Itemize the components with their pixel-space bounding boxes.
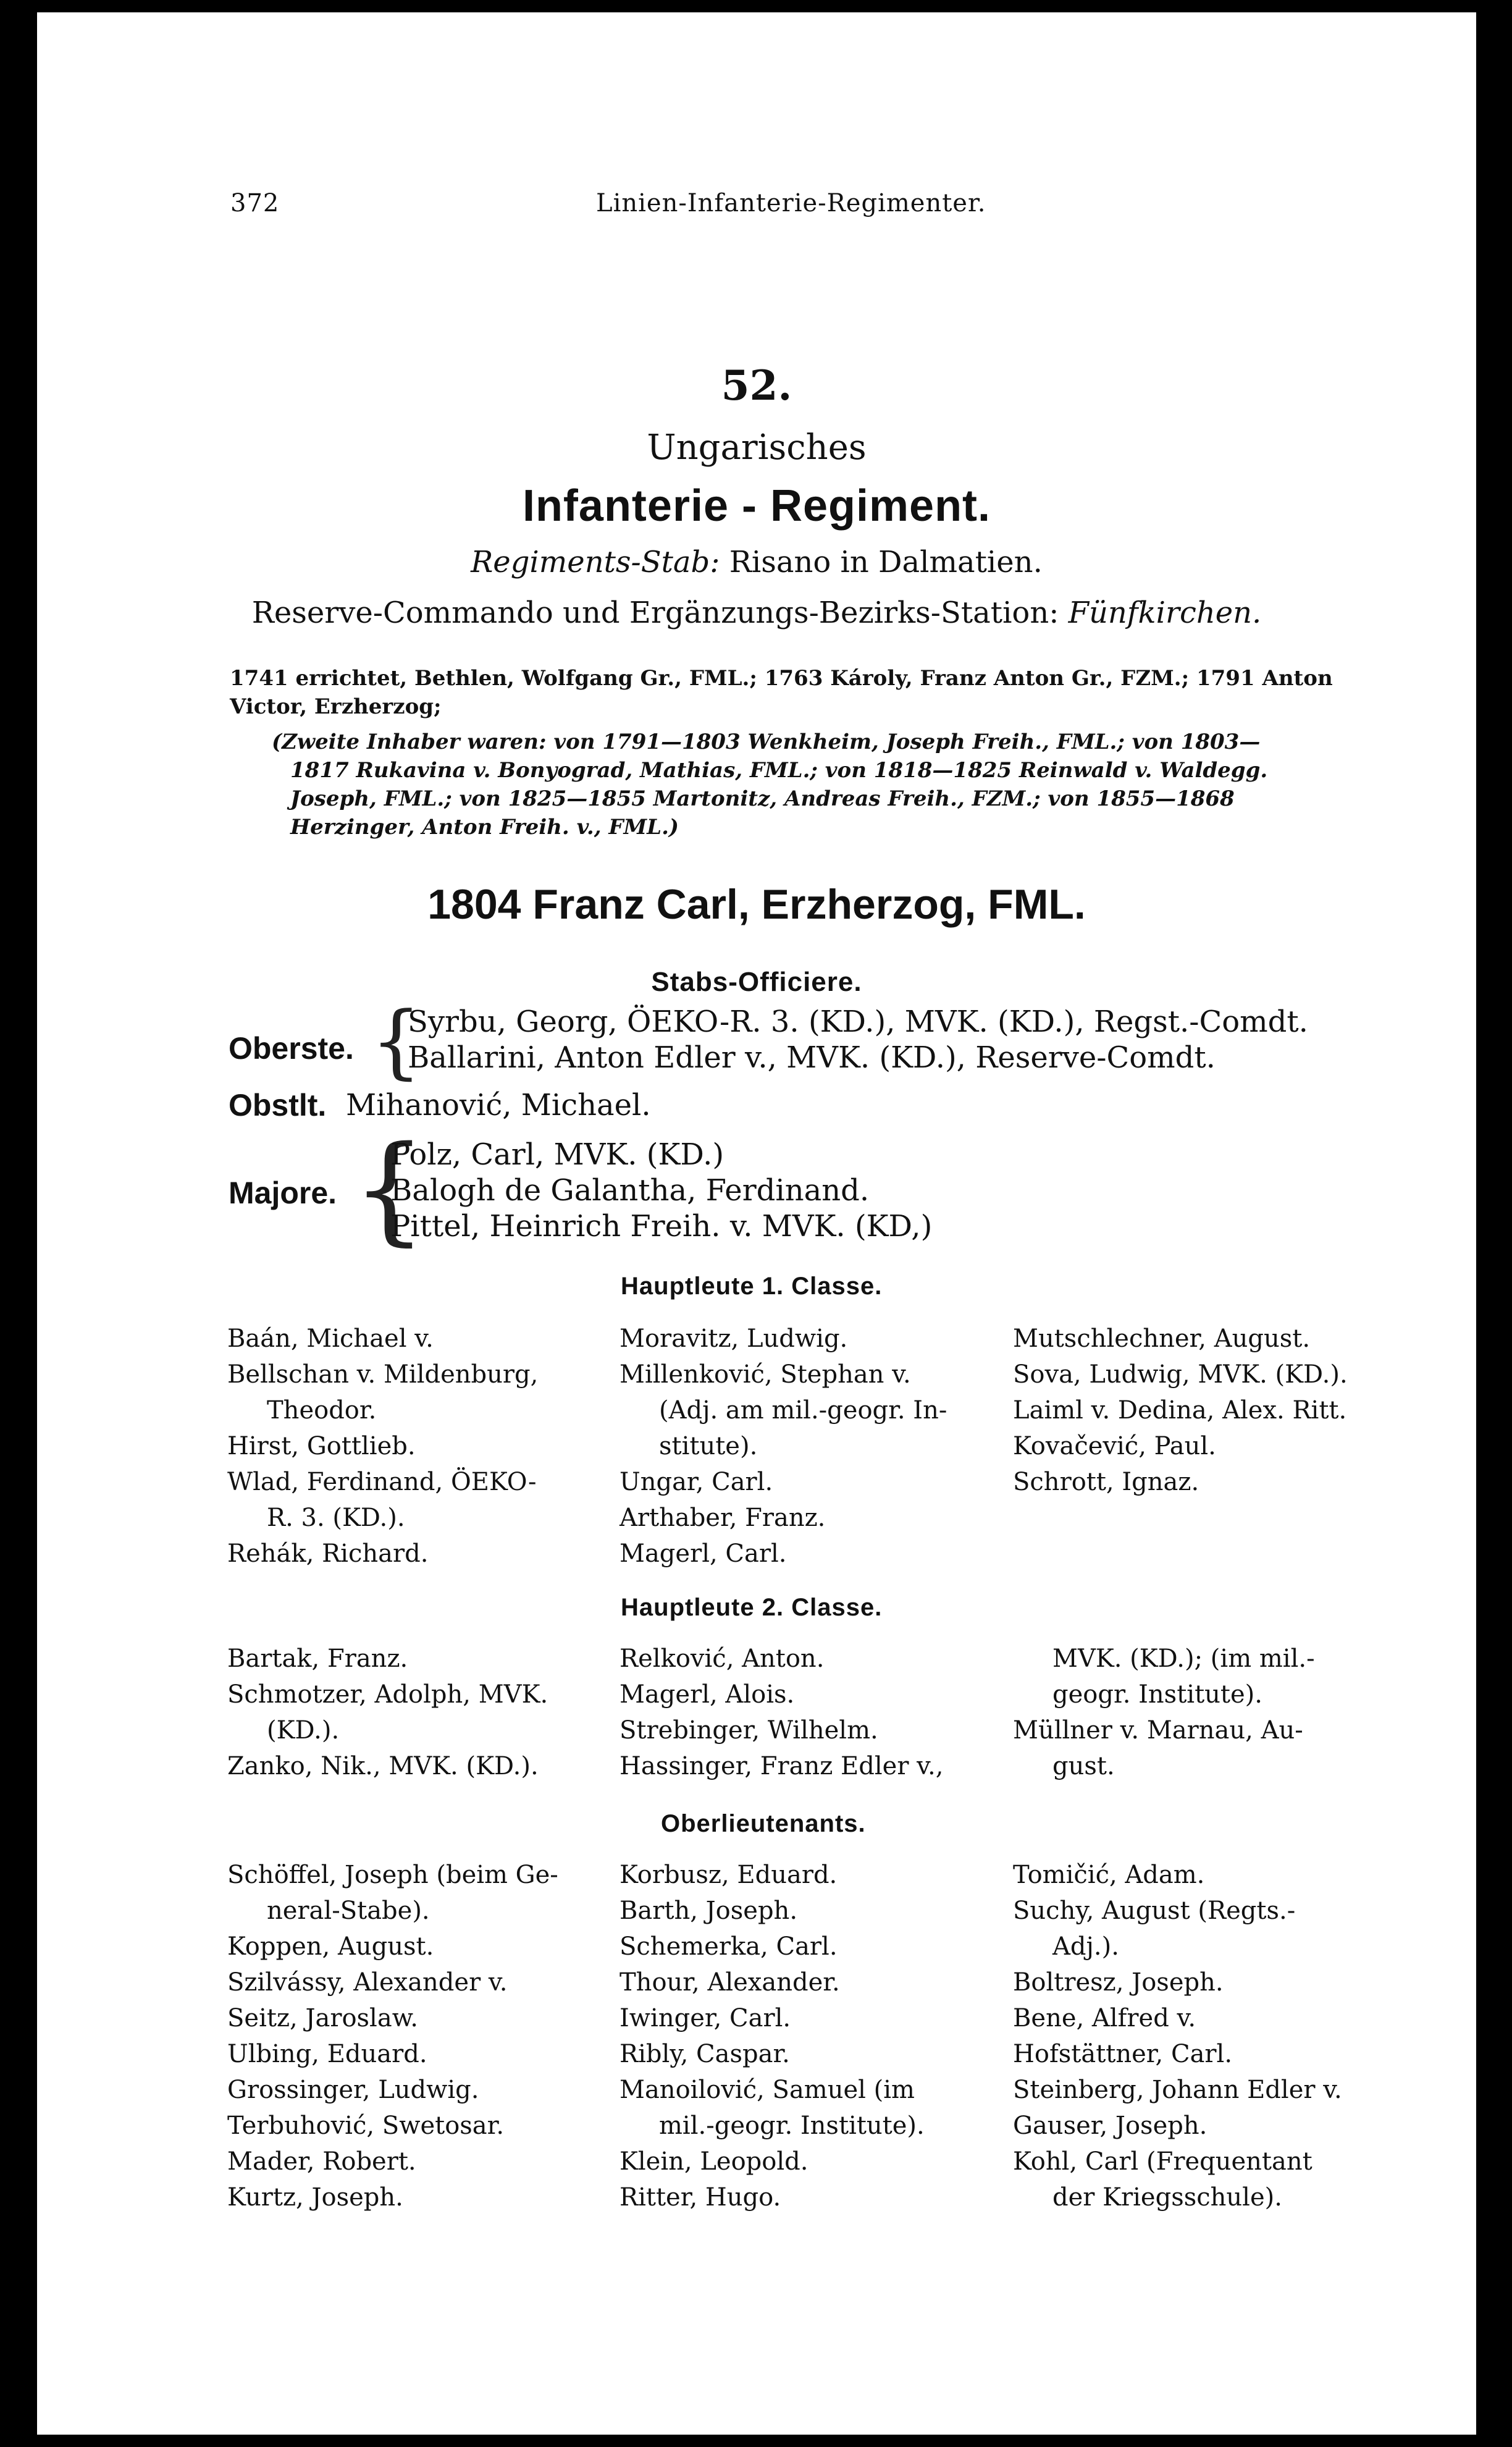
owners-line-1: (Zweite Inhaber waren: von 1791—1803 Wenkheim, Joseph Freih., FML.; von 1803—	[272, 730, 1261, 754]
list-item: gust.	[1052, 1752, 1115, 1780]
stabs-heading: Stabs-Officiere.	[651, 967, 862, 997]
list-item: Bellschan v. Mildenburg,	[227, 1360, 539, 1389]
list-item: Schmotzer, Adolph, MVK.	[227, 1680, 548, 1709]
major-entry: Polz, Carl, MVK. (KD.)	[390, 1137, 724, 1172]
list-item: Bene, Alfred v.	[1013, 2004, 1196, 2032]
list-item: Ribly, Caspar.	[620, 2040, 790, 2068]
list-item: Boltresz, Joseph.	[1013, 1968, 1224, 1997]
history-line-1: 1741 errichtet, Bethlen, Wolfgang Gr., FML.; 1763 Károly, Franz Anton Gr., FZM.; 1791 Anton	[230, 666, 1333, 691]
history-founding	[230, 664, 1416, 721]
list-item: Thour, Alexander.	[620, 1968, 840, 1997]
list-item: Magerl, Carl.	[620, 1539, 787, 1568]
hauptleute1-heading: Hauptleute 1. Classe.	[621, 1273, 883, 1300]
list-item: Koppen, August.	[227, 1932, 434, 1961]
running-title: Linien-Infanterie-Regimenter.	[596, 189, 986, 217]
oberst-entry: Syrbu, Georg, ÖEKO-R. 3. (KD.), MVK. (KD.), Regst.-Comdt.	[408, 1004, 1308, 1039]
hauptleute2-col3	[1013, 1641, 1396, 1784]
list-item: Kurtz, Joseph.	[227, 2183, 403, 2212]
oberlieutenants-heading: Oberlieutenants.	[661, 1810, 866, 1837]
staff-label: Regiments-Stab:	[471, 545, 720, 579]
list-item: Hassinger, Franz Edler v.,	[620, 1752, 944, 1780]
list-item: (KD.).	[267, 1716, 340, 1745]
list-item: Rehák, Richard.	[227, 1539, 429, 1568]
list-item: Laiml v. Dedina, Alex. Ritt.	[1013, 1396, 1347, 1425]
reserve-command	[37, 596, 1476, 630]
hauptleute2-heading: Hauptleute 2. Classe.	[621, 1594, 883, 1621]
majore-brace: {	[352, 1121, 427, 1257]
history-line-2: Victor, Erzherzog;	[230, 694, 442, 719]
owners-line-2: 1817 Rukavina v. Bonyograd, Mathias, FML.; von 1818—1825 Reinwald v. Waldegg.	[290, 758, 1268, 783]
list-item: Ulbing, Eduard.	[227, 2040, 427, 2068]
list-item: Tomičić, Adam.	[1013, 1861, 1205, 1889]
list-item: Gauser, Joseph.	[1013, 2112, 1208, 2140]
list-item: Bartak, Franz.	[227, 1645, 408, 1673]
list-item: Müllner v. Marnau, Au-	[1013, 1716, 1303, 1745]
list-item: Arthaber, Franz.	[620, 1504, 826, 1532]
list-item: Schemerka, Carl.	[620, 1932, 838, 1961]
list-item: Hirst, Gottlieb.	[227, 1432, 416, 1460]
list-item: Seitz, Jaroslaw.	[227, 2004, 418, 2032]
regiment-title: Infanterie - Regiment.	[522, 481, 991, 531]
page	[37, 12, 1476, 2435]
list-item: Suchy, August (Regts.-	[1013, 1897, 1296, 1925]
regiment-staff	[37, 545, 1476, 579]
list-item: mil.-geogr. Institute).	[659, 2112, 925, 2140]
oberste-label: Oberste.	[229, 1031, 354, 1066]
list-item: Magerl, Alois.	[620, 1680, 795, 1709]
list-item: Mader, Robert.	[227, 2147, 416, 2176]
list-item: Szilvássy, Alexander v.	[227, 1968, 508, 1997]
oberst-entry: Ballarini, Anton Edler v., MVK. (KD.), Reserve-Comdt.	[408, 1040, 1216, 1075]
obstlt-label: Obstlt.	[229, 1088, 327, 1122]
majore-label: Majore.	[229, 1176, 337, 1210]
list-item: Relković, Anton.	[620, 1645, 825, 1673]
hauptleute2-col1	[227, 1641, 598, 1784]
major-entry: Balogh de Galantha, Ferdinand.	[390, 1173, 870, 1208]
list-item: R. 3. (KD.).	[267, 1504, 405, 1532]
list-item: Theodor.	[267, 1396, 377, 1425]
regiment-number: 52.	[721, 361, 792, 410]
list-item: Wlad, Ferdinand, ÖEKO-	[227, 1468, 537, 1496]
list-item: geogr. Institute).	[1052, 1680, 1262, 1709]
list-item: Korbusz, Eduard.	[620, 1861, 838, 1889]
list-item: Baán, Michael v.	[227, 1325, 434, 1353]
list-item: Ungar, Carl.	[620, 1468, 773, 1496]
list-item: (Adj. am mil.-geogr. In-	[659, 1396, 947, 1425]
list-item: Hofstättner, Carl.	[1013, 2040, 1233, 2068]
list-item: Barth, Joseph.	[620, 1897, 798, 1925]
list-item: Moravitz, Ludwig.	[620, 1325, 848, 1353]
list-item: Millenković, Stephan v.	[620, 1360, 911, 1389]
regiment-nationality: Ungarisches	[647, 427, 867, 468]
list-item: neral-Stabe).	[267, 1897, 430, 1925]
oberste-brace: {	[371, 994, 422, 1088]
page-number: 372	[230, 189, 280, 217]
oberste-list	[408, 1004, 1308, 1076]
list-item: Ritter, Hugo.	[620, 2183, 781, 2212]
owners-line-4: Herzinger, Anton Freih. v., FML.)	[290, 815, 679, 840]
hauptleute1-col2	[620, 1321, 990, 1572]
major-entry: Pittel, Heinrich Freih. v. MVK. (KD,)	[390, 1209, 933, 1244]
current-owner: 1804 Franz Carl, Erzherzog, FML.	[427, 881, 1086, 928]
list-item: Iwinger, Carl.	[620, 2004, 791, 2032]
list-item: Grossinger, Ludwig.	[227, 2076, 479, 2104]
hauptleute1-col1	[227, 1321, 598, 1572]
list-item: Klein, Leopold.	[620, 2147, 808, 2176]
list-item: Kovačević, Paul.	[1013, 1432, 1216, 1460]
list-item: stitute).	[659, 1432, 758, 1460]
obstlt-entry: Mihanović, Michael.	[346, 1088, 651, 1122]
list-item: Kohl, Carl (Frequentant	[1013, 2147, 1312, 2176]
list-item: Manoilović, Samuel (im	[620, 2076, 915, 2104]
list-item: Strebinger, Wilhelm.	[620, 1716, 878, 1745]
list-item: Schrott, Ignaz.	[1013, 1468, 1199, 1496]
list-item: MVK. (KD.); (im mil.-	[1052, 1645, 1315, 1673]
hauptleute2-col2	[620, 1641, 990, 1784]
list-item: Sova, Ludwig, MVK. (KD.).	[1013, 1360, 1348, 1389]
staff-location: Risano in Dalmatien.	[720, 545, 1043, 579]
list-item: Adj.).	[1052, 1932, 1119, 1961]
reserve-location: Fünfkirchen.	[1068, 596, 1262, 630]
hauptleute1-col3	[1013, 1321, 1396, 1500]
owners-line-3: Joseph, FML.; von 1825—1855 Martonitz, Andreas Freih., FZM.; von 1855—1868	[290, 786, 1235, 811]
list-item: Schöffel, Joseph (beim Ge-	[227, 1861, 558, 1889]
oberlieutenants-col2	[620, 1857, 990, 2215]
oberlieutenants-col1	[227, 1857, 598, 2215]
list-item: der Kriegsschule).	[1052, 2183, 1282, 2212]
list-item: Zanko, Nik., MVK. (KD.).	[227, 1752, 539, 1780]
majore-list	[390, 1137, 932, 1244]
reserve-label: Reserve-Commando und Ergänzungs-Bezirks-Station:	[251, 596, 1069, 630]
oberlieutenants-col3	[1013, 1857, 1396, 2215]
history-owners	[272, 728, 1421, 841]
list-item: Mutschlechner, August.	[1013, 1325, 1311, 1353]
list-item: Steinberg, Johann Edler v.	[1013, 2076, 1342, 2104]
list-item: Terbuhović, Swetosar.	[227, 2112, 505, 2140]
